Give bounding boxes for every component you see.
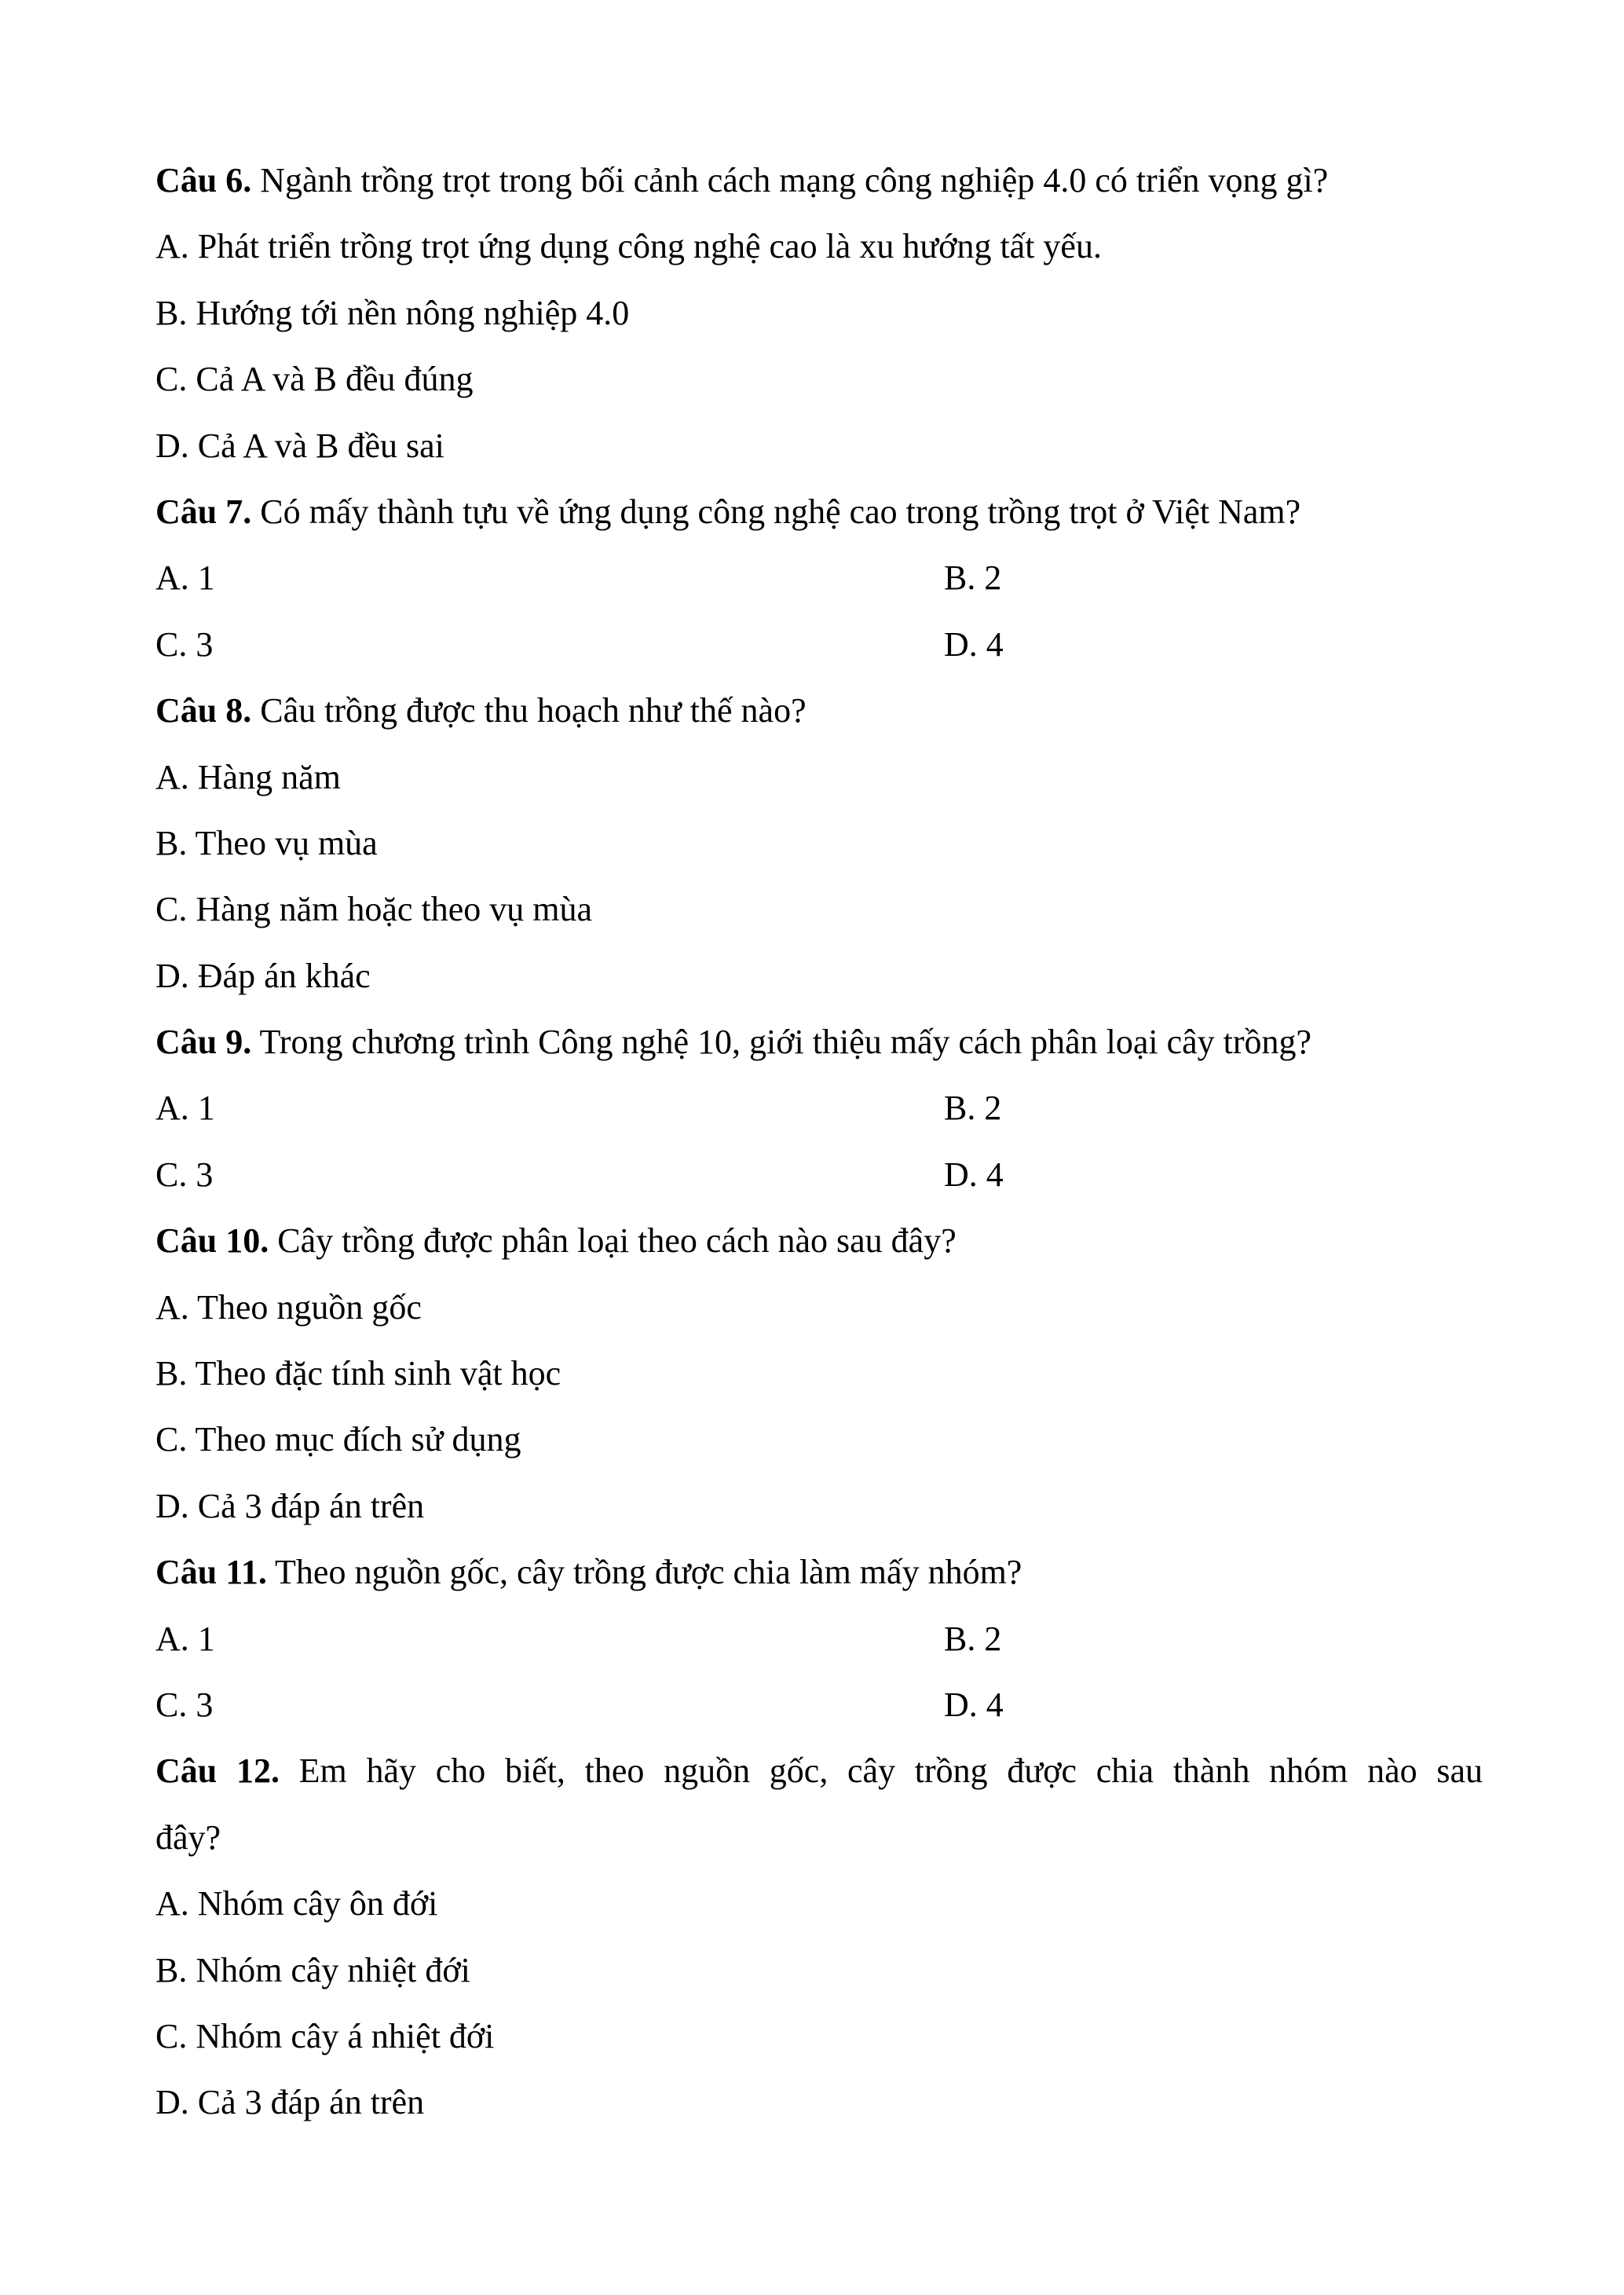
option-c: C. Nhóm cây á nhiệt đới [155, 2016, 495, 2055]
option-c: C. Cả A và B đều đúng [155, 360, 474, 399]
option-a: A. Hàng năm [155, 757, 341, 796]
document-page [155, 148, 1483, 2136]
question-9 [155, 1009, 1483, 1075]
options-row [155, 1606, 1483, 1672]
options-row [155, 1075, 1483, 1141]
question-label: Câu 9. [155, 1023, 252, 1062]
option-d: D. Cả 3 đáp án trên [155, 1486, 425, 1525]
options-row [155, 545, 1483, 611]
question-text: Ngành trồng trọt trong bối cảnh cách mạng công nghiệp 4.0 có triển vọng gì? [251, 161, 1329, 199]
option-b: B. Theo vụ mùa [155, 823, 378, 862]
option-d: D. Cả A và B đều sai [155, 426, 444, 465]
question-text: Cây trồng được phân loại theo cách nào sau đây? [269, 1221, 956, 1261]
question-text-continued: đây? [155, 1817, 221, 1857]
option-b: B. Theo đặc tính sinh vật học [155, 1354, 561, 1393]
option-a: A. Nhóm cây ôn đới [155, 1884, 438, 1923]
question-10 [155, 1208, 1483, 1274]
options-row [155, 612, 1483, 678]
option-b: B. Hướng tới nền nông nghiệp 4.0 [155, 293, 630, 332]
question-8 [155, 678, 1483, 744]
question-text: Có mấy thành tựu về ứng dụng công nghệ cao trong trồng trọt ở Việt Nam? [251, 492, 1301, 531]
option-c: C. Theo mục đích sử dụng [155, 1420, 521, 1459]
question-text: Câu trồng được thu hoạch như thế nào? [251, 691, 807, 730]
option-a: A. Phát triển trồng trọt ứng dụng công nghệ cao là xu hướng tất yếu. [155, 227, 1102, 266]
option-a: A. 1 [155, 1089, 215, 1128]
question-12 [155, 1738, 1483, 1804]
question-text: Em hãy cho biết, theo nguồn gốc, cây trồng được chia thành nhóm nào sau [279, 1751, 1483, 1791]
question-label: Câu 7. [155, 492, 252, 531]
option-d: D. Cả 3 đáp án trên [155, 2083, 425, 2122]
option-d: D. 4 [944, 1685, 1004, 1724]
option-d: D. 4 [944, 624, 1004, 664]
question-text: Trong chương trình Công nghệ 10, giới thiệu mấy cách phân loại cây trồng? [251, 1023, 1312, 1062]
option-c: C. 3 [155, 624, 214, 664]
option-c: C. Hàng năm hoặc theo vụ mùa [155, 890, 592, 929]
option-b: B. 2 [944, 558, 1002, 598]
question-text: Theo nguồn gốc, cây trồng được chia làm mấy nhóm? [266, 1553, 1022, 1592]
option-b: B. 2 [944, 1619, 1002, 1658]
question-label: Câu 8. [155, 691, 252, 730]
option-a: A. 1 [155, 1619, 215, 1658]
question-label: Câu 10. [155, 1221, 269, 1261]
option-d: D. 4 [944, 1155, 1004, 1194]
option-d: D. Đáp án khác [155, 956, 371, 995]
option-c: C. 3 [155, 1155, 214, 1194]
option-c: C. 3 [155, 1685, 214, 1724]
question-6 [155, 148, 1483, 214]
question-label: Câu 11. [155, 1553, 267, 1592]
options-row [155, 1672, 1483, 1738]
option-b: B. Nhóm cây nhiệt đới [155, 1950, 470, 1989]
option-a: A. Theo nguồn gốc [155, 1287, 422, 1327]
question-7 [155, 479, 1483, 545]
question-label: Câu 12. [155, 1751, 280, 1791]
option-a: A. 1 [155, 558, 215, 598]
question-label: Câu 6. [155, 161, 252, 199]
question-11 [155, 1539, 1483, 1605]
option-b: B. 2 [944, 1089, 1002, 1128]
options-row [155, 1142, 1483, 1208]
